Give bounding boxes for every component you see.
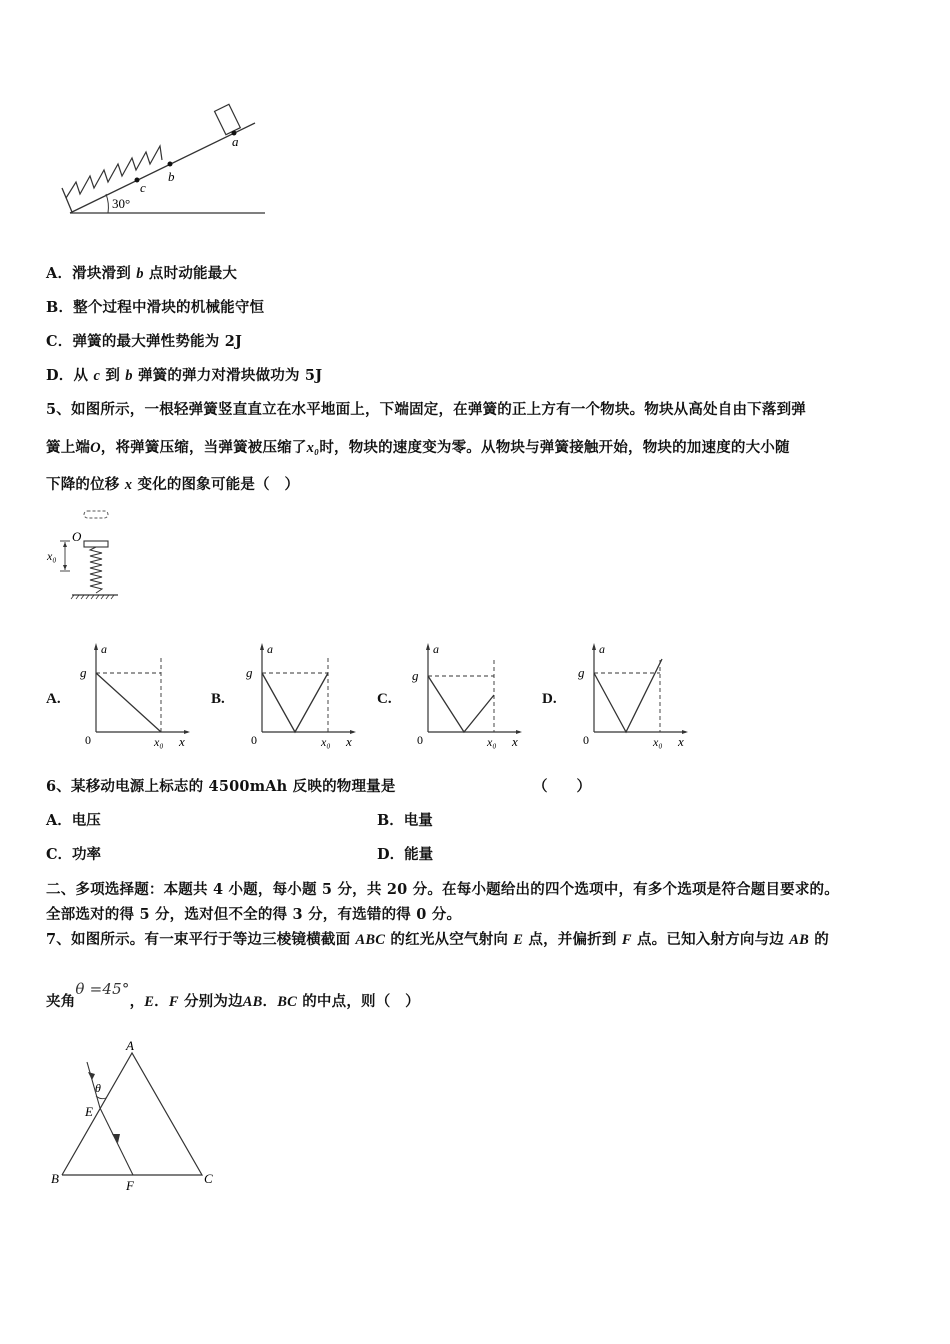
svg-text:a: a xyxy=(433,642,439,656)
graph-d xyxy=(574,640,694,752)
svg-text:0: 0 xyxy=(85,733,91,747)
svg-text:x: x xyxy=(678,734,684,749)
q6-option-d: D．能量 xyxy=(377,846,434,863)
svg-text:x₀: x₀ xyxy=(154,735,164,749)
svg-text:0: 0 xyxy=(583,733,589,747)
svg-text:B: B xyxy=(51,1171,59,1186)
svg-text:x₀: x₀ xyxy=(487,735,497,749)
svg-text:x₀: x₀ xyxy=(653,735,663,749)
svg-text:x: x xyxy=(512,734,518,749)
graph-d-label: D. xyxy=(542,691,557,707)
graph-c xyxy=(408,640,528,752)
svg-text:a: a xyxy=(267,642,273,656)
svg-text:a: a xyxy=(232,134,239,149)
q6-option-c: C．功率 xyxy=(46,846,102,863)
svg-text:g: g xyxy=(412,668,419,683)
svg-text:x: x xyxy=(346,734,352,749)
q6-option-a: A．电压 xyxy=(46,812,101,829)
svg-text:θ: θ xyxy=(95,1081,101,1095)
q4-option-d: D．从 c 到 b 弹簧的弹力对滑块做功为 5J xyxy=(46,367,323,384)
svg-text:b: b xyxy=(168,169,175,184)
q7-stem-line1: 7、如图所示。有一束平行于等边三棱镜横截面 ABC 的红光从空气射向 E 点，并偏折到 F 点。已知入射方向与边 AB 的 xyxy=(46,931,829,948)
svg-text:F: F xyxy=(126,1178,134,1193)
svg-text:a: a xyxy=(599,642,605,656)
graph-a-label: A. xyxy=(46,691,61,707)
svg-text:x: x xyxy=(179,734,185,749)
svg-text:A: A xyxy=(126,1038,134,1053)
svg-text:g: g xyxy=(578,665,585,680)
svg-text:C: C xyxy=(204,1171,213,1186)
svg-text:O: O xyxy=(72,529,82,544)
vertical-spring-figure xyxy=(40,500,140,610)
q4-option-c: C．弹簧的最大弹性势能为 2J xyxy=(46,333,243,350)
q6-option-b: B．电量 xyxy=(377,812,433,829)
svg-text:0: 0 xyxy=(251,733,257,747)
q5-stem-line1: 5、如图所示，一根轻弹簧竖直直立在水平地面上，下端固定，在弹簧的正上方有一个物块。物块从高处自由下落到弹 xyxy=(46,401,806,418)
incline-spring-figure xyxy=(40,90,280,220)
prism-figure xyxy=(40,1030,230,1200)
section2-heading-line2: 全部选对的得 5 分，选对但不全的得 3 分，有选错的得 0 分。 xyxy=(46,906,462,923)
svg-text:30°: 30° xyxy=(112,196,131,211)
theta-formula: θ =45° xyxy=(75,980,130,998)
q4-option-a: A．滑块滑到 b 点时动能最大 xyxy=(46,265,238,282)
q6-stem: 6、某移动电源上标志的 4500mAh 反映的物理量是 xyxy=(46,778,396,795)
q6-answer-bracket: （ ） xyxy=(533,778,591,795)
q5-stem-line2: 簧上端O，将弹簧压缩，当弹簧被压缩了x₀时，物块的速度变为零。从物块与弹簧接触开始，物块的加速度的大小随 xyxy=(46,439,790,456)
svg-text:E: E xyxy=(85,1104,93,1119)
svg-text:g: g xyxy=(246,665,253,680)
graph-b xyxy=(242,640,362,752)
svg-text:c: c xyxy=(140,180,146,195)
svg-text:g: g xyxy=(80,665,87,680)
q7-stem-line2: 夹角θ =45°，E．F 分别为边AB．BC 的中点，则（ ） xyxy=(46,980,420,1010)
section2-heading-line1: 二、多项选择题：本题共 4 小题，每小题 5 分，共 20 分。在每小题给出的四个选项中，有多个选项是符合题目要求的。 xyxy=(46,881,839,898)
graph-c-label: C. xyxy=(377,691,392,707)
q5-stem-line3: 下降的位移 x 变化的图象可能是（ ） xyxy=(46,476,300,493)
graph-b-label: B. xyxy=(211,691,225,707)
q4-option-b: B．整个过程中滑块的机械能守恒 xyxy=(46,299,265,316)
svg-text:0: 0 xyxy=(417,733,423,747)
graph-a xyxy=(76,640,196,752)
svg-text:x₀: x₀ xyxy=(47,549,57,563)
svg-text:x₀: x₀ xyxy=(321,735,331,749)
svg-text:a: a xyxy=(101,642,107,656)
